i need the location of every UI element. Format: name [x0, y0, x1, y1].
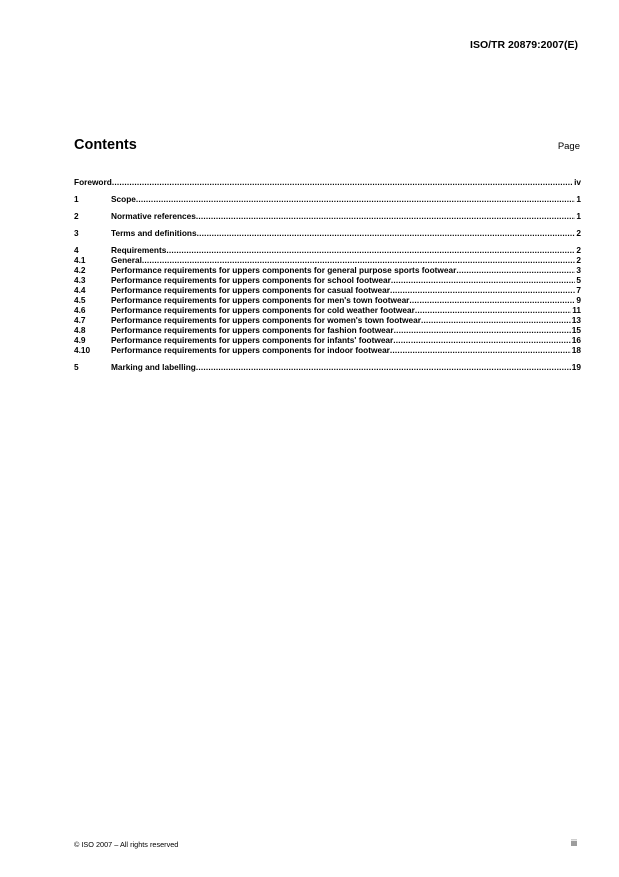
toc-title: Foreword	[74, 177, 112, 187]
toc-number: 5	[74, 362, 79, 372]
toc-title: Performance requirements for uppers components for cold weather footwear	[111, 305, 415, 315]
document-id: ISO/TR 20879:2007(E)	[470, 39, 578, 51]
toc-title: Marking and labelling	[111, 362, 196, 372]
toc-entry-2[interactable]	[74, 211, 581, 221]
toc-entry-3[interactable]	[74, 228, 581, 238]
toc-number: 4.4	[74, 285, 86, 295]
dot-leader	[409, 295, 575, 305]
toc-number: 4.10	[74, 345, 91, 355]
toc-number: 4.6	[74, 305, 86, 315]
toc-entry-1[interactable]	[74, 194, 581, 204]
toc-title: Terms and definitions	[111, 228, 197, 238]
dot-leader	[196, 362, 571, 372]
toc-number: 4.7	[74, 315, 86, 325]
toc-page: 15	[571, 325, 581, 335]
toc-page: 19	[571, 362, 581, 372]
contents-heading: Contents	[74, 137, 137, 153]
dot-leader	[142, 255, 575, 265]
toc-page: 16	[571, 335, 581, 345]
toc-entry-4-3[interactable]	[74, 275, 581, 285]
toc-entry-4-8[interactable]	[74, 325, 581, 335]
toc-page: 1	[576, 211, 581, 221]
page-number: iii	[571, 838, 577, 848]
toc-entry-foreword[interactable]	[74, 177, 581, 187]
dot-leader	[390, 285, 575, 295]
copyright-notice: © ISO 2007 – All rights reserved	[74, 840, 179, 849]
toc-title: Performance requirements for uppers components for indoor footwear	[111, 345, 390, 355]
dot-leader	[391, 275, 576, 285]
toc-title: Performance requirements for uppers components for women's town footwear	[111, 315, 421, 325]
toc-page: 3	[576, 265, 581, 275]
table-of-contents	[74, 177, 581, 372]
toc-entry-4-1[interactable]	[74, 255, 581, 265]
toc-entry-4-9[interactable]	[74, 335, 581, 345]
toc-number: 2	[74, 211, 79, 221]
toc-page: 2	[576, 245, 581, 255]
toc-title: Performance requirements for uppers components for fashion footwear	[111, 325, 394, 335]
toc-number: 4.5	[74, 295, 86, 305]
toc-number: 3	[74, 228, 79, 238]
dot-leader	[196, 211, 576, 221]
toc-page: 1	[576, 194, 581, 204]
toc-title: Performance requirements for uppers components for casual footwear	[111, 285, 390, 295]
toc-title: Performance requirements for uppers components for general purpose sports footwear	[111, 265, 457, 275]
toc-entry-4-5[interactable]	[74, 295, 581, 305]
toc-title: Scope	[111, 194, 136, 204]
dot-leader	[456, 265, 575, 275]
toc-page: 2	[576, 255, 581, 265]
toc-title: General	[111, 255, 142, 265]
dot-leader	[166, 245, 575, 255]
dot-leader	[136, 194, 575, 204]
toc-number: 4.8	[74, 325, 86, 335]
page-column-label: Page	[557, 141, 580, 152]
toc-title: Performance requirements for uppers components for men's town footwear	[111, 295, 410, 305]
toc-number: 4.1	[74, 255, 86, 265]
dot-leader	[197, 228, 576, 238]
toc-entry-4-4[interactable]	[74, 285, 581, 295]
toc-page: iv	[574, 177, 581, 187]
toc-entry-4-7[interactable]	[74, 315, 581, 325]
toc-title: Performance requirements for uppers components for infants' footwear	[111, 335, 394, 345]
dot-leader	[421, 315, 571, 325]
toc-page: 5	[576, 275, 581, 285]
toc-number: 4.2	[74, 265, 86, 275]
toc-entry-4-2[interactable]	[74, 265, 581, 275]
toc-page: 2	[576, 228, 581, 238]
toc-title: Normative references	[111, 211, 196, 221]
toc-title: Requirements	[111, 245, 167, 255]
dot-leader	[393, 335, 570, 345]
toc-number: 4.3	[74, 275, 86, 285]
toc-number: 4	[74, 245, 79, 255]
toc-entry-4[interactable]	[74, 245, 581, 255]
toc-page: 9	[576, 295, 581, 305]
toc-entry-4-10[interactable]	[74, 345, 581, 355]
toc-page: 18	[571, 345, 581, 355]
toc-entry-5[interactable]	[74, 362, 581, 372]
toc-entry-4-6[interactable]	[74, 305, 581, 315]
toc-page: 11	[572, 305, 581, 315]
toc-page: 7	[576, 285, 581, 295]
toc-number: 1	[74, 194, 79, 204]
toc-number: 4.9	[74, 335, 86, 345]
dot-leader	[390, 345, 571, 355]
dot-leader	[415, 305, 571, 315]
toc-page: 13	[571, 315, 581, 325]
dot-leader	[112, 177, 573, 187]
toc-title: Performance requirements for uppers components for school footwear	[111, 275, 391, 285]
dot-leader	[394, 325, 571, 335]
